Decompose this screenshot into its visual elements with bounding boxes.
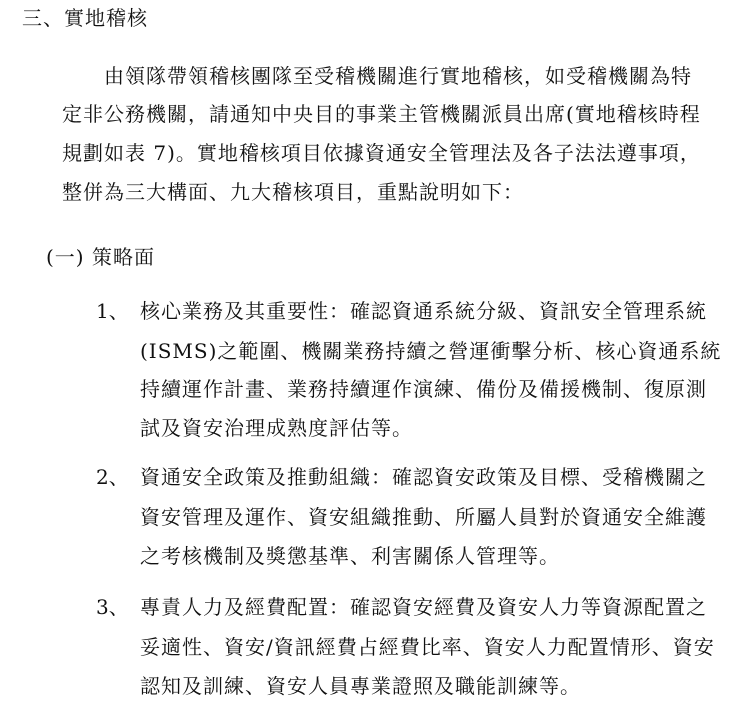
subsection-heading: (一) 策略面 [46, 245, 155, 269]
item-number: 3、 [96, 595, 129, 619]
item-number: 1、 [96, 299, 129, 323]
item-line: 試及資安治理成熟度評估等。 [140, 416, 413, 440]
item-line: (ISMS)之範圍、機關業務持續之營運衝擊分析、核心資通系統 [140, 339, 722, 363]
item-line: 之考核機制及獎懲基準、利害關係人管理等。 [140, 544, 560, 568]
item-line: 妥適性、資安/資訊經費占經費比率、資安人力配置情形、資安 [140, 635, 715, 659]
intro-line: 整併為三大構面、九大稽核項目，重點說明如下： [62, 180, 524, 204]
intro-line: 規劃如表 7)。實地稽核項目依據資通安全管理法及各子法法遵事項， [62, 141, 701, 165]
intro-line: 定非公務機關，請通知中央目的事業主管機關派員出席(實地稽核時程 [62, 102, 701, 126]
intro-line: 由領隊帶領稽核團隊至受稽機關進行實地稽核，如受稽機關為特 [104, 64, 692, 88]
item-line: 認知及訓練、資安人員專業證照及職能訓練等。 [140, 674, 581, 698]
item-line: 持續運作計畫、業務持續運作演練、備份及備援機制、復原測 [140, 377, 707, 401]
section-heading: 三、實地稽核 [22, 6, 148, 30]
item-line: 資安管理及運作、資安組織推動、所屬人員對於資通安全維護 [140, 505, 707, 529]
item-line: 核心業務及其重要性：確認資通系統分級、資訊安全管理系統 [140, 299, 707, 323]
item-line: 專責人力及經費配置：確認資安經費及資安人力等資源配置之 [140, 595, 707, 619]
item-line: 資通安全政策及推動組織：確認資安政策及目標、受稽機關之 [140, 465, 707, 489]
item-number: 2、 [96, 465, 129, 489]
